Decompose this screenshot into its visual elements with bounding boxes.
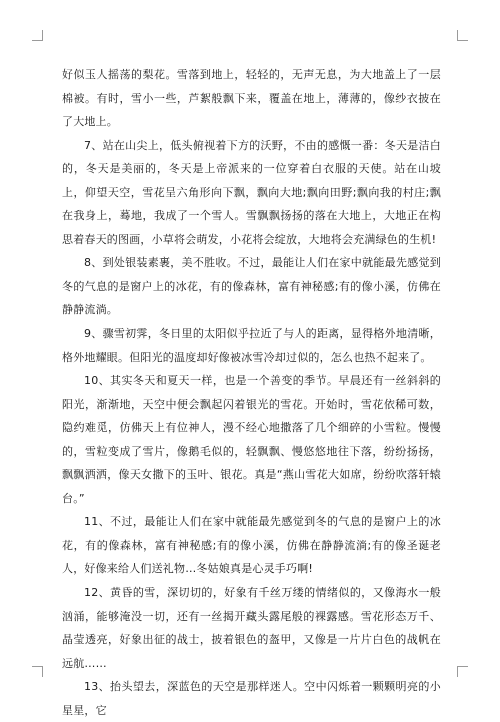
- paragraph-8: 8、到处银装素裹，美不胜收。不过，最能让人们在家中就能最先感觉到冬的气息的是窗户上的冰花，有的像森林，富有神秘感;有的像小溪，仿佛在静静流淌。: [62, 256, 441, 317]
- paragraph-10: 10、其实冬天和夏天一样，也是一个善变的季节。早晨还有一丝斜斜的阳光，渐渐地，天空中便会飘起闪着银光的雪花。开始时，雪花依稀可数，隐约难觅，仿佛天上有位神人，漫不经心地撒落了几个细碎的小雪粒。慢慢的，雪粒变成了雪片，像鹅毛似的，轻飘飘、慢悠悠地往下落，纷纷扬扬，飘飘洒洒，像天女撒下的玉叶、银花。真是“燕山雪花大如席，纷纷吹落轩辕台。”: [62, 374, 441, 505]
- paragraph-continuation: 好似玉人摇荡的梨花。雪落到地上，轻轻的，无声无息，为大地盖上了一层棉被。有时，雪小一些，芦絮般飘下来，覆盖在地上，薄薄的，像纱衣披在了大地上。: [62, 68, 441, 129]
- paragraph-11: 11、不过，最能让人们在家中就能最先感觉到冬的气息的是窗户上的冰花，有的像森林，富有神秘感;有的像小溪，仿佛在静静流淌;有的像圣诞老人，好像来给人们送礼物…冬姑娘真是心灵手巧啊!: [62, 515, 441, 576]
- crop-mark-top-left: [32, 30, 43, 41]
- paragraph-12: 12、黄昏的雪，深切切的，好象有千丝万缕的情绪似的，又像海水一般汹涌，能够淹没一切，还有一丝揭开藏头露尾般的裸露感。雪花形态万千、晶莹透亮，好象出征的战士，披着银色的盔甲，又像是一片片白色的战帆在远航……: [62, 586, 441, 670]
- paragraph-13: 13、抬头望去，深蓝色的天空是那样迷人。空中闪烁着一颗颗明亮的小星星，它: [62, 680, 441, 717]
- crop-mark-bottom-left: [32, 666, 43, 677]
- paragraph-7: 7、站在山尖上，低头俯视着下方的沃野，不由的感慨一番：冬天是洁白的，冬天是美丽的，冬天是上帝派来的一位穿着白衣服的天使。站在山坡上，仰望天空，雪花呈六角形向下飘，飘向大地;飘向田野;飘向我的村庄;飘在我身上，蓦地，我成了一个雪人。雪飘飘扬扬的落在大地上，大地正在构思着春天的图画，小草将会萌发，小花将会绽放，大地将会充满绿色的生机!: [62, 138, 441, 246]
- crop-mark-bottom-right: [457, 666, 468, 677]
- crop-mark-top-right: [457, 30, 468, 41]
- paragraph-9: 9、骤雪初霁，冬日里的太阳似乎拉近了与人的距离，显得格外地清晰，格外地耀眼。但阳光的温度却好像被冰雪冷却过似的，怎么也热不起来了。: [62, 327, 441, 364]
- document-body: [62, 63, 441, 722]
